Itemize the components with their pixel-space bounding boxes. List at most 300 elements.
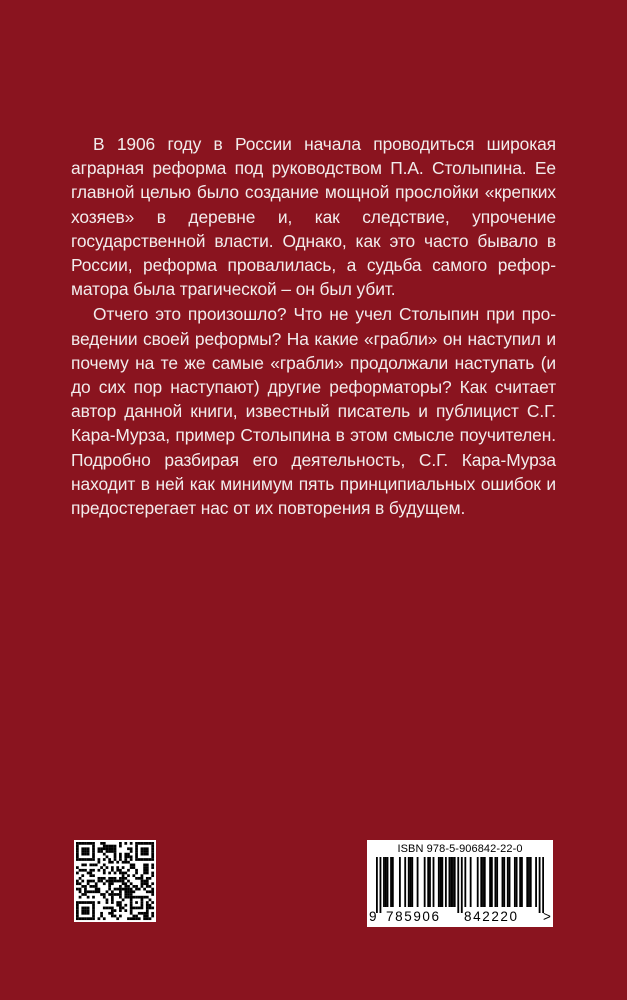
qr-module	[146, 896, 149, 899]
qr-module	[130, 866, 133, 869]
barcode-bar	[427, 857, 429, 907]
qr-module	[108, 877, 111, 880]
qr-module	[95, 882, 98, 885]
qr-module	[122, 888, 125, 891]
qr-module	[89, 872, 92, 875]
ean-quiet-zone-arrow: >	[543, 909, 551, 924]
barcode-bar	[440, 857, 442, 907]
qr-module	[103, 882, 106, 885]
qr-module	[149, 858, 152, 861]
barcode-bar	[404, 857, 406, 907]
qr-module	[141, 898, 144, 901]
ean-digits	[367, 909, 553, 925]
qr-module	[143, 917, 146, 920]
qr-module	[87, 896, 90, 899]
qr-module	[116, 880, 119, 883]
qr-module	[108, 882, 111, 885]
barcode-bar	[383, 857, 385, 907]
qr-module	[141, 885, 144, 888]
barcode-bar	[454, 857, 456, 907]
qr-module	[87, 917, 90, 920]
qr-module	[130, 850, 133, 853]
qr-module	[108, 907, 111, 910]
qr-module	[143, 880, 146, 883]
qr-module	[103, 845, 106, 848]
qr-module	[92, 917, 95, 920]
qr-module	[111, 869, 114, 872]
qr-module	[119, 904, 122, 907]
qr-module	[79, 877, 82, 880]
barcode-bar	[494, 857, 496, 907]
qr-module	[108, 872, 111, 875]
qr-module	[143, 864, 146, 867]
barcode-bar	[470, 857, 472, 907]
qr-module	[146, 890, 149, 893]
qr-module	[81, 847, 84, 850]
qr-module	[149, 904, 152, 907]
qr-module	[114, 850, 117, 853]
qr-module	[122, 861, 125, 864]
qr-module	[119, 845, 122, 848]
qr-module	[116, 901, 119, 904]
qr-module	[138, 877, 141, 880]
qr-module	[100, 877, 103, 880]
barcode-bar	[438, 857, 440, 907]
qr-module	[146, 866, 149, 869]
qr-module	[122, 866, 125, 869]
qr-module	[151, 853, 154, 856]
qr-module	[151, 850, 154, 853]
barcode-guard-bar	[539, 857, 541, 913]
qr-module	[114, 909, 117, 912]
qr-module	[141, 880, 144, 883]
qr-module	[111, 890, 114, 893]
qr-module	[132, 896, 135, 899]
qr-module	[87, 890, 90, 893]
annotation-text	[71, 132, 556, 520]
qr-module	[98, 890, 101, 893]
qr-module	[103, 877, 106, 880]
qr-module	[84, 864, 87, 867]
qr-module	[132, 866, 135, 869]
qr-module	[143, 850, 146, 853]
qr-module	[87, 847, 90, 850]
qr-module	[111, 907, 114, 910]
qr-module	[130, 907, 133, 910]
qr-module	[106, 866, 109, 869]
qr-module	[146, 853, 149, 856]
qr-module	[127, 874, 130, 877]
qr-module	[143, 866, 146, 869]
barcode-guard-bar	[380, 857, 382, 913]
qr-module	[119, 907, 122, 910]
qr-module	[89, 901, 92, 904]
qr-module	[111, 912, 114, 915]
qr-module	[92, 842, 95, 845]
qr-module	[116, 861, 119, 864]
barcode-bar	[519, 857, 521, 907]
qr-module	[111, 915, 114, 918]
qr-module	[116, 893, 119, 896]
qr-module	[108, 885, 111, 888]
qr-module	[81, 917, 84, 920]
qr-module	[116, 888, 119, 891]
qr-module	[87, 858, 90, 861]
qr-module	[119, 880, 122, 883]
qr-module	[119, 842, 122, 845]
qr-module	[119, 909, 122, 912]
qr-module	[114, 847, 117, 850]
barcode-bar	[445, 857, 447, 907]
qr-module	[122, 877, 125, 880]
qr-module	[141, 901, 144, 904]
qr-module	[127, 861, 130, 864]
qr-module	[141, 853, 144, 856]
qr-module	[143, 912, 146, 915]
qr-module	[81, 869, 84, 872]
qr-module	[106, 901, 109, 904]
barcode-guard-bar	[461, 857, 463, 913]
barcode-bar	[502, 857, 504, 907]
qr-module	[76, 866, 79, 869]
qr-module	[76, 888, 79, 891]
qr-module	[111, 847, 114, 850]
qr-module	[151, 847, 154, 850]
qr-module	[76, 912, 79, 915]
qr-module	[135, 896, 138, 899]
barcode-bar	[484, 857, 486, 907]
qr-module	[151, 901, 154, 904]
qr-module	[141, 907, 144, 910]
qr-module	[116, 917, 119, 920]
qr-module	[111, 901, 114, 904]
qr-module	[143, 888, 146, 891]
qr-module	[98, 858, 101, 861]
qr-module	[81, 880, 84, 883]
qr-module	[87, 901, 90, 904]
barcode-bar	[385, 857, 387, 907]
qr-module	[100, 842, 103, 845]
qr-module	[87, 850, 90, 853]
qr-module	[81, 874, 84, 877]
qr-module	[146, 904, 149, 907]
qr-module	[146, 885, 149, 888]
qr-module	[81, 864, 84, 867]
qr-module	[127, 847, 130, 850]
qr-module	[106, 880, 109, 883]
qr-module	[151, 866, 154, 869]
qr-module	[111, 880, 114, 883]
qr-module	[130, 898, 133, 901]
qr-module	[100, 847, 103, 850]
qr-module	[114, 893, 117, 896]
qr-module	[143, 842, 146, 845]
qr-module	[149, 877, 152, 880]
qr-module	[151, 864, 154, 867]
qr-module	[76, 880, 79, 883]
qr-module	[124, 872, 127, 875]
qr-module	[135, 845, 138, 848]
qr-module	[127, 890, 130, 893]
barcode-bar	[514, 857, 516, 907]
qr-module	[81, 850, 84, 853]
qr-module	[149, 917, 152, 920]
qr-module	[89, 869, 92, 872]
qr-module	[79, 882, 82, 885]
qr-module	[141, 847, 144, 850]
qr-module	[143, 896, 146, 899]
qr-module	[135, 901, 138, 904]
qr-module	[132, 864, 135, 867]
qr-module	[130, 847, 133, 850]
qr-module	[76, 904, 79, 907]
barcode-bars	[376, 857, 544, 913]
qr-module	[127, 896, 130, 899]
barcode-bar	[387, 857, 389, 907]
qr-module	[141, 877, 144, 880]
qr-module	[103, 896, 106, 899]
qr-module	[76, 901, 79, 904]
barcode-bar	[489, 857, 491, 907]
qr-module	[114, 915, 117, 918]
ean-digits-left: 785906	[386, 909, 441, 924]
qr-module	[138, 912, 141, 915]
qr-module	[84, 850, 87, 853]
qr-module	[79, 842, 82, 845]
qr-module	[130, 904, 133, 907]
qr-module	[79, 896, 82, 899]
qr-module	[135, 915, 138, 918]
qr-module	[111, 896, 114, 899]
barcode-bar	[424, 857, 426, 907]
barcode-bar	[429, 857, 431, 907]
qr-module	[87, 912, 90, 915]
qr-module	[103, 872, 106, 875]
barcode-bar	[450, 857, 452, 907]
qr-module	[100, 880, 103, 883]
qr-module	[130, 888, 133, 891]
qr-module	[103, 842, 106, 845]
qr-module	[84, 907, 87, 910]
qr-module	[114, 880, 117, 883]
qr-module	[89, 864, 92, 867]
qr-module	[81, 885, 84, 888]
qr-module	[84, 917, 87, 920]
qr-module	[76, 907, 79, 910]
qr-module	[141, 850, 144, 853]
qr-module	[122, 907, 125, 910]
qr-module	[124, 855, 127, 858]
qr-module	[119, 888, 122, 891]
qr-module	[89, 874, 92, 877]
qr-module	[84, 893, 87, 896]
qr-module	[89, 858, 92, 861]
qr-module	[84, 890, 87, 893]
qr-module	[146, 912, 149, 915]
qr-module	[135, 869, 138, 872]
qr-module	[114, 853, 117, 856]
qr-module	[89, 885, 92, 888]
qr-module	[79, 858, 82, 861]
qr-module	[103, 907, 106, 910]
qr-module	[76, 842, 79, 845]
qr-module	[146, 917, 149, 920]
qr-module	[87, 872, 90, 875]
qr-module	[116, 904, 119, 907]
qr-module	[106, 850, 109, 853]
qr-module	[130, 882, 133, 885]
qr-module	[98, 847, 101, 850]
qr-module	[127, 869, 130, 872]
barcode-guard-bar	[457, 857, 459, 913]
qr-module	[100, 912, 103, 915]
qr-module	[76, 847, 79, 850]
qr-module	[132, 917, 135, 920]
qr-module	[119, 877, 122, 880]
qr-module	[151, 915, 154, 918]
qr-module	[108, 912, 111, 915]
barcode-bar	[507, 857, 509, 907]
qr-module	[135, 858, 138, 861]
qr-module	[116, 869, 119, 872]
qr-module	[98, 880, 101, 883]
qr-module	[138, 907, 141, 910]
qr-module	[146, 842, 149, 845]
qr-module	[108, 888, 111, 891]
qr-module	[141, 904, 144, 907]
qr-module	[127, 893, 130, 896]
qr-module	[92, 901, 95, 904]
qr-module	[111, 882, 114, 885]
isbn-label: ISBN 978-5-906842-22-0	[397, 843, 523, 855]
qr-module	[127, 880, 130, 883]
qr-module	[76, 915, 79, 918]
qr-module	[151, 907, 154, 910]
barcode-bar	[433, 857, 435, 907]
qr-module	[138, 896, 141, 899]
barcode-bar	[480, 857, 482, 907]
qr-module	[146, 872, 149, 875]
qr-module	[95, 888, 98, 891]
qr-module	[100, 915, 103, 918]
qr-module	[132, 885, 135, 888]
qr-module	[146, 901, 149, 904]
qr-module	[92, 904, 95, 907]
barcode-bar	[399, 857, 401, 907]
qr-module	[95, 885, 98, 888]
qr-module	[124, 904, 127, 907]
qr-module	[114, 888, 117, 891]
barcode-bar	[491, 857, 493, 907]
qr-module	[143, 847, 146, 850]
qr-module	[149, 907, 152, 910]
qr-module	[135, 877, 138, 880]
qr-module	[100, 850, 103, 853]
qr-module	[146, 880, 149, 883]
qr-module	[92, 909, 95, 912]
qr-module	[135, 855, 138, 858]
qr-module	[149, 842, 152, 845]
qr-module	[108, 850, 111, 853]
qr-module	[81, 909, 84, 912]
barcode-bar	[482, 857, 484, 907]
qr-module	[111, 893, 114, 896]
qr-module	[130, 858, 133, 861]
qr-module	[151, 912, 154, 915]
barcode-guard-bar	[376, 857, 378, 913]
qr-module	[92, 847, 95, 850]
qr-module	[76, 853, 79, 856]
qr-module	[146, 864, 149, 867]
qr-module	[89, 890, 92, 893]
qr-module	[81, 901, 84, 904]
qr-module	[103, 853, 106, 856]
qr-module	[138, 842, 141, 845]
qr-module	[132, 907, 135, 910]
qr-module	[81, 893, 84, 896]
qr-module	[149, 885, 152, 888]
qr-module	[92, 874, 95, 877]
qr-module	[130, 909, 133, 912]
qr-module	[135, 907, 138, 910]
qr-module	[151, 890, 154, 893]
barcode-bar	[441, 857, 443, 907]
qr-module	[79, 888, 82, 891]
qr-module	[141, 858, 144, 861]
qr-module	[119, 855, 122, 858]
qr-module	[92, 890, 95, 893]
isbn-barcode	[367, 840, 553, 927]
qr-module	[132, 874, 135, 877]
qr-module	[130, 890, 133, 893]
qr-module	[103, 858, 106, 861]
qr-module	[100, 866, 103, 869]
qr-module	[114, 872, 117, 875]
qr-module	[151, 893, 154, 896]
qr-module	[151, 888, 154, 891]
barcode-bar	[410, 857, 412, 907]
qr-module	[130, 864, 133, 867]
qr-module	[141, 882, 144, 885]
qr-module	[95, 890, 98, 893]
barcode-bar	[411, 857, 413, 907]
qr-module	[127, 853, 130, 856]
qr-module	[84, 858, 87, 861]
barcode-bar	[464, 857, 466, 907]
qr-module	[151, 842, 154, 845]
qr-module	[124, 842, 127, 845]
qr-module	[111, 877, 114, 880]
qr-module	[122, 898, 125, 901]
qr-module	[151, 874, 154, 877]
qr-module	[130, 855, 133, 858]
qr-module	[92, 885, 95, 888]
qr-module	[130, 893, 133, 896]
qr-module	[135, 847, 138, 850]
qr-module	[149, 898, 152, 901]
qr-module	[100, 893, 103, 896]
qr-module	[119, 869, 122, 872]
qr-module	[130, 917, 133, 920]
qr-module	[122, 882, 125, 885]
qr-module	[87, 880, 90, 883]
qr-module	[81, 912, 84, 915]
qr-module	[124, 885, 127, 888]
qr-module	[84, 909, 87, 912]
qr-module	[119, 890, 122, 893]
qr-module	[92, 845, 95, 848]
qr-module	[108, 858, 111, 861]
